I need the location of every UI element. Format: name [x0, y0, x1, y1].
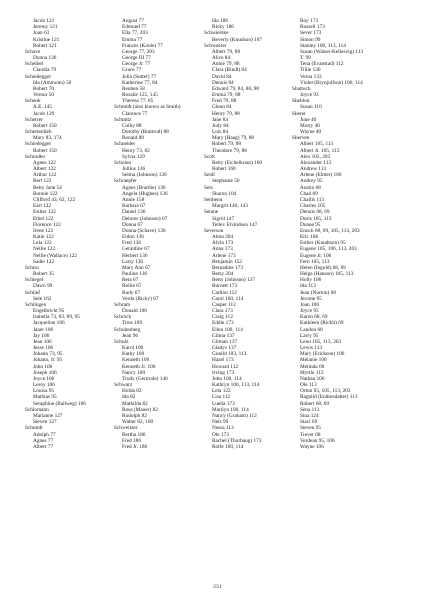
index-entry: Dorothy (Brattrud) 88: [122, 129, 169, 136]
index-entry: Sina 124: [300, 413, 319, 419]
index-entry: Roy 173: [300, 18, 319, 24]
index-entry: Glenn 84: [212, 104, 232, 111]
index-entry: Reuben 58: [122, 85, 145, 92]
index-entry: Lela 122: [33, 240, 52, 247]
index-entry: Stephanie 50: [212, 178, 240, 185]
index-entry: Violet (Brynjulfson) 100, 114: [300, 79, 363, 86]
index-entry: Betty Jane 54: [33, 184, 62, 191]
index-entry: Robert 79, 88: [212, 141, 241, 148]
index-entry: Verda (Ricky) 67: [122, 295, 159, 302]
index-entry: Jacqueline 106: [33, 320, 65, 327]
index-entry: Fern 105, 113: [300, 258, 330, 265]
index-entry: Luella 173: [212, 400, 235, 407]
index-entry: Burnett 173: [212, 283, 238, 290]
index-entry: Irving 173: [212, 369, 235, 376]
index-entry: Jerome 95: [300, 295, 322, 302]
index-entry: Selma (Johnson) 136: [122, 172, 167, 179]
index-entry: Geraldine 67: [122, 246, 150, 253]
index-entry: Julia (Sutter) 77: [122, 73, 157, 80]
index-entry: Theodore 79, 88: [212, 147, 247, 154]
index-entry: Tillie 130: [300, 67, 321, 74]
index-entry: Marianne 127: [33, 413, 63, 419]
index-entry: Robert 70: [33, 85, 55, 92]
index-surname-heading: Scheibel: [25, 61, 44, 68]
index-surname-heading: Seidl: [204, 172, 215, 179]
index-entry: Mary (Haag) 79, 88: [212, 135, 255, 142]
index-entry: Rachel (Thorbaug) 173: [212, 437, 262, 444]
index-entry: Bernadine 173: [212, 264, 244, 271]
index-entry: Beverly (Knudson) 107: [212, 36, 263, 43]
index-entry: Karol 100: [122, 345, 144, 352]
index-entry: George Jr. 77: [122, 61, 151, 68]
index-surname-heading: Schmidt: [25, 425, 43, 432]
index-column-3: [204, 18, 304, 450]
index-entry: Bertha 186: [122, 431, 146, 438]
index-entry: Nessa 113: [212, 425, 234, 432]
index-entry: Clara 173: [212, 308, 233, 315]
index-entry: Arlene 173: [212, 252, 236, 259]
index-entry: Kenneth Jr. 100: [122, 363, 156, 370]
index-entry: Rudolph 82: [122, 413, 147, 419]
index-entry: Trudy (Gertrude) 140: [122, 375, 168, 382]
index-surname-heading: Schraepfer: [114, 178, 137, 185]
index-entry: Wayne 40: [300, 129, 322, 136]
index-entry: Joan 63: [33, 30, 50, 37]
index-entry: Leon 105, 113, 203: [300, 338, 342, 345]
index-entry: Sadie 122: [33, 258, 55, 265]
index-surname-heading: Schenk: [25, 98, 41, 105]
index-surname-heading: Seis: [204, 184, 213, 191]
index-entry: Alexander 113: [300, 159, 332, 166]
index-entry: Tellev Elvindson 147: [212, 221, 258, 228]
index-surname-heading: Schlief: [25, 289, 41, 296]
index-surname-heading: Sherer: [292, 110, 306, 117]
index-entry: Jesse 106: [33, 345, 54, 352]
index-entry: Betty (Johnson) 137: [212, 277, 255, 284]
index-entry: Landon 68: [300, 326, 323, 333]
index-entry: Ricky 186: [212, 24, 234, 31]
index-entry: Louisa 95: [33, 388, 55, 395]
index-entry: George III 77: [122, 55, 151, 62]
index-entry: Albert 122: [33, 166, 56, 173]
index-entry: Craig 112: [212, 314, 233, 321]
index-entry: Ida (Ammonn) 50: [33, 79, 72, 86]
index-entry: Ole 113: [300, 382, 317, 389]
index-entry: Irene 122: [33, 227, 54, 234]
index-entry: June 40: [300, 116, 317, 123]
index-entry: Agnes 122: [33, 159, 56, 166]
index-entry: Sever 173: [300, 30, 322, 37]
index-surname-heading: Scott: [204, 153, 215, 160]
index-column-4: [292, 18, 392, 450]
index-surname-heading: Setane: [204, 209, 219, 216]
index-entry: Adolph 77: [33, 431, 56, 438]
index-entry: Ella 77, 203: [122, 30, 148, 37]
index-entry: Joyce 106: [33, 375, 55, 382]
index-entry: Judy 84: [212, 122, 229, 129]
index-column-2: [114, 18, 214, 450]
index-entry: Eldon 136: [122, 234, 144, 241]
index-entry: Mary 83, 174: [33, 135, 62, 142]
index-surname-heading: Schulz: [114, 338, 129, 345]
index-surname-heading: Schiedegger: [25, 141, 52, 148]
index-surname-heading: Schertenlieb: [25, 129, 52, 136]
index-entry: Margrit 140, 143: [212, 203, 248, 210]
index-entry: Alice 84: [212, 55, 231, 62]
index-entry: Rolfe 100, 114: [212, 443, 244, 450]
index-entry: Annie 79, 88: [212, 61, 240, 68]
index-surname-heading: Schlomann: [25, 406, 49, 413]
index-entry: Trever 68: [300, 431, 321, 438]
index-entry: Angela (Hughes) 136: [122, 190, 168, 197]
index-entry: Agnes (Brattlie) 136: [122, 184, 166, 191]
index-entry: Kathleen (Rickli) 69: [300, 320, 344, 327]
index-entry: Dennis 84: [212, 79, 234, 86]
index-entry: Jay 106: [33, 332, 50, 339]
index-surname-heading: Senbenn: [204, 196, 223, 203]
index-entry: Eddie 173: [212, 320, 234, 327]
index-entry: Susan 110: [300, 104, 322, 111]
index-entry: Jane 84: [212, 116, 229, 123]
index-entry: Jeremy 121: [33, 24, 58, 31]
index-entry: Rosalie 125, 145: [122, 92, 158, 99]
index-entry: Jacob 121: [33, 18, 55, 24]
index-entry: Mary (Erickson) 106: [300, 351, 345, 358]
index-entry: Ragnild (Endresdatter) 113: [300, 394, 358, 401]
index-entry: Sylvia 129: [122, 153, 145, 160]
index-entry: Donna (Schave) 136: [122, 227, 166, 234]
index-entry: Nathan 106: [300, 375, 325, 382]
index-entry: Leroy 106: [33, 382, 55, 389]
index-surname-heading: Schoien: [114, 159, 132, 166]
index-entry: Reta 67: [122, 277, 139, 284]
index-entry: Sigrid 147: [212, 215, 235, 222]
index-surname-heading: Schlegel: [25, 277, 44, 284]
index-entry: Challis 113: [300, 196, 325, 203]
index-entry: Jacob 129: [33, 110, 55, 117]
index-entry: T. 99: [300, 55, 311, 62]
index-entry: Ronald 88: [122, 135, 144, 142]
index-entry: Kathryn 100, 113, 114: [212, 382, 260, 389]
index-entry: Larry 136: [122, 258, 144, 265]
index-surname-heading: Schlingen: [25, 301, 47, 308]
index-surname-heading: Schwarz: [114, 382, 133, 389]
index-entry: Howard 112: [212, 363, 239, 370]
index-entry: Helga (Hanson) 105, 113: [300, 271, 354, 278]
index-entry: Melanie 106: [300, 357, 327, 364]
index-surname-heading: Schrock: [114, 314, 132, 321]
index-entry: Gladys 137: [212, 345, 237, 352]
index-entry: Kristine 121: [33, 36, 60, 43]
index-entry: Jean (Norton) 68: [300, 289, 336, 296]
index-surname-heading: Schneider: [114, 141, 136, 148]
index-entry: Albert 79, 88: [212, 48, 241, 55]
index-entry: Joseph 106: [33, 369, 57, 376]
index-entry: Steven 95: [300, 425, 322, 432]
index-entry: Arthur 122: [33, 172, 57, 179]
index-entry: Rollie 67: [122, 283, 142, 290]
index-surname-heading: Schweitzer: [114, 425, 138, 432]
index-entry: Ida 113: [300, 283, 316, 290]
index-surname-heading: Schave: [25, 48, 41, 55]
index-entry: Edmund 77: [122, 24, 147, 31]
index-entry: Daniel 136: [122, 209, 146, 216]
index-entry: Florence 122: [33, 221, 61, 228]
index-entry: Donna 67: [122, 221, 143, 228]
index-entry: Lois 84: [212, 129, 229, 136]
index-entry: Robert 121: [33, 42, 57, 49]
index-entry: Benjamin 152: [212, 258, 242, 265]
index-entry: Sharon 104: [212, 190, 237, 197]
index-entry: Emma 77: [122, 36, 143, 43]
index-entry: Verna 133: [300, 73, 322, 80]
index-entry: Colby 88: [122, 122, 142, 129]
index-entry: Seraphine (Ballweg) 106: [33, 400, 86, 407]
index-entry: Annie 158: [122, 196, 145, 203]
index-entry: Walter 82, 100: [122, 419, 154, 426]
index-entry: Fred Jr. 186: [122, 443, 148, 450]
index-entry: Carlton 112: [212, 289, 237, 296]
index-entry: Russell 173: [300, 24, 325, 31]
index-entry: Robert 160: [212, 166, 236, 173]
index-entry: August 77: [122, 18, 144, 24]
index-entry: Mathilda 82: [122, 400, 148, 407]
index-entry: Betsy 204: [212, 271, 234, 278]
index-entry: Austin 68: [300, 184, 321, 191]
index-entry: Pauline 136: [122, 271, 148, 278]
index-entry: Alma 204: [212, 234, 234, 241]
index-entry: Robert 35: [33, 271, 55, 278]
index-entry: Eugene 105, 106, 113, 203: [300, 246, 357, 253]
index-entry: Donna 136: [33, 55, 57, 62]
index-entry: George 77, 203: [122, 48, 155, 55]
index-entry: Fred 186: [122, 437, 141, 444]
index-entry: Mathias 95: [33, 394, 57, 401]
index-surname-heading: Schmitz: [114, 116, 132, 123]
index-surname-heading: Schindler: [25, 153, 46, 160]
index-entry: Theresa 77, 85: [122, 98, 154, 105]
index-entry: Jean 106: [33, 338, 52, 345]
index-entry: Rosa (Mauer) 82: [122, 406, 158, 413]
index-entry: David 84: [212, 73, 232, 80]
index-entry: Frances (Konle) 77: [122, 42, 163, 49]
index-entry: Holly 106: [300, 277, 322, 284]
index-surname-heading: Shattuch: [292, 85, 311, 92]
index-entry: Earl 122: [33, 203, 52, 210]
index-entry: Fred 79, 88: [212, 98, 237, 105]
index-entry: Robert 150: [33, 122, 57, 129]
index-surname-heading: Schiro: [25, 264, 39, 271]
index-entry: Chad 69: [300, 190, 318, 197]
index-entry: Steven 127: [33, 419, 57, 426]
index-entry: Sena 113: [300, 406, 320, 413]
index-entry: Susan (Walser-Kellesvig) 113: [300, 48, 364, 55]
index-entry: Dennis 68, 69: [300, 209, 330, 216]
index-entry: Albert 105, 113: [300, 141, 334, 148]
index-surname-heading: Sherven: [292, 135, 310, 142]
index-entry: Herbert 136: [122, 252, 148, 259]
index-entry: Betty (Eichelkraut) 160: [212, 159, 263, 166]
index-surname-heading: Schram: [114, 301, 131, 308]
index-surname-heading: Scheidegger: [25, 73, 52, 80]
index-entry: Casper 112: [212, 301, 236, 308]
index-entry: Orton 95, 105, 113, 203: [300, 388, 351, 395]
index-entry: Esther (Knudtson) 95: [300, 240, 346, 247]
index-entry: Delores (Johnson) 67: [122, 215, 168, 222]
index-entry: Lewis 113: [300, 345, 323, 352]
index-entry: Jean 96: [122, 332, 139, 339]
index-entry: Grace 77: [122, 67, 142, 74]
index-entry: Sele 162: [33, 295, 52, 302]
index-entry: Agnes 77: [33, 437, 54, 444]
index-entry: Bonnie 122: [33, 190, 58, 197]
index-entry: Joyce 93: [300, 92, 319, 99]
index-entry: Mary Ann 67: [122, 264, 151, 271]
index-entry: Ellen 100, 114: [212, 326, 243, 333]
index-entry: Larry 95: [300, 332, 319, 339]
index-entry: Anna 173: [212, 246, 233, 253]
index-entry: Robert 150: [33, 147, 57, 154]
index-entry: Fred 136: [122, 240, 141, 247]
index-entry: Hazel 173: [212, 357, 234, 364]
index-entry: Nancy (Graham) 112: [212, 413, 257, 419]
index-entry: Gilman 137: [212, 338, 238, 345]
index-entry: Katherine 77, 84: [122, 79, 158, 86]
index-entry: Henry 79, 88: [212, 110, 240, 117]
index-entry: Eric 106: [300, 234, 319, 241]
index-entry: Nellie (Wallace) 122: [33, 252, 77, 259]
index-entry: Katie 122: [33, 234, 54, 241]
index-entry: Edward 79, 84, 88, 98: [212, 85, 259, 92]
page-number: 231: [213, 584, 222, 590]
index-entry: Clara (Bindl) 84: [212, 67, 247, 74]
index-entry: Albert 77: [33, 443, 54, 450]
index-entry: Albert Jr. 105, 113: [300, 147, 340, 154]
index-entry: Arlene (Elmer) 106: [300, 172, 342, 179]
index-entry: Verdean 95, 106: [300, 437, 335, 444]
index-entry: Alex 105, 203: [300, 153, 331, 160]
index-entry: Clarence 77: [122, 110, 148, 117]
index-entry: Hulda 82: [122, 388, 142, 395]
index-entry: Vernor 50: [33, 92, 55, 99]
index-entry: Doris 105, 113: [300, 215, 332, 222]
index-entry: Rudy 67: [122, 289, 141, 296]
index-surname-heading: Scherrer: [25, 116, 43, 123]
index-entry: Dawn 99: [33, 283, 53, 290]
index-entry: Ida 186: [212, 18, 229, 24]
index-entry: Johann, Jr. 95: [33, 357, 63, 364]
index-surname-heading: Sheldon: [292, 98, 310, 105]
index-entry: John 106: [33, 363, 53, 370]
index-entry: Tena (Evanstad) 112: [300, 61, 344, 68]
index-entry: Ida 82: [122, 394, 136, 401]
index-entry: Morty 40: [300, 122, 320, 129]
index-entry: Robert 68, 69: [300, 400, 329, 407]
index-entry: Janet 106: [33, 326, 54, 333]
index-entry: Enoch 68, 69, 105, 113, 203: [300, 227, 360, 234]
index-entry: Donald 106: [122, 308, 147, 315]
index-entry: Duane 95: [300, 221, 321, 228]
index-entry: Jullius 136: [122, 166, 146, 173]
index-entry: Claudia 79: [33, 67, 57, 74]
index-entry: Wayne 106: [300, 443, 324, 450]
index-entry: Clifford 43, 62, 122: [33, 196, 76, 203]
index-entry: Nels 99: [212, 419, 229, 426]
index-entry: Engelbricht 95: [33, 308, 65, 315]
index-surname-heading: Schmidt (also known as Smith): [114, 104, 181, 111]
index-surname-heading: Severson: [204, 227, 224, 234]
index-entry: Barbara 67: [122, 203, 146, 210]
index-entry: Karen 68, 69: [300, 314, 328, 321]
index-surname-heading: Schwoerer: [204, 42, 227, 49]
index-entry: Melinda 68: [300, 363, 325, 370]
index-entry: Lisa 112: [212, 394, 231, 401]
index-entry: Alvin 173: [212, 240, 234, 247]
index-surname-heading: Schwierske: [204, 30, 229, 37]
index-entry: Johann 73, 95: [33, 351, 63, 358]
index-entry: Joan 106: [300, 301, 319, 308]
index-entry: Emma 79, 88: [212, 92, 241, 99]
index-entry: Marilyn 100, 114: [212, 406, 249, 413]
index-entry: Nancy 100: [122, 369, 146, 376]
index-entry: Lela 122: [212, 388, 231, 395]
index-entry: Nellie 122: [33, 246, 56, 253]
index-entry: Staci 69: [300, 419, 318, 426]
index-entry: Helen (Ingold) 68, 69: [300, 264, 346, 271]
index-entry: Myrtle 113: [300, 369, 324, 376]
index-entry: Charles 105: [300, 203, 326, 210]
index-entry: Gunild 103, 113: [212, 351, 247, 358]
index-column-1: [25, 18, 125, 450]
index-entry: Isabella 73, 83, 89, 95: [33, 314, 80, 321]
index-entry: Titus 109: [122, 320, 142, 327]
index-entry: Kenneth 100: [122, 357, 150, 364]
index-entry: Eugene Jr. 106: [300, 252, 332, 259]
index-entry: Ethel 122: [33, 215, 54, 222]
index-entry: Gilma 137: [212, 332, 235, 339]
index-entry: Andrew 113: [300, 166, 327, 173]
index-entry: Joyce 95: [300, 308, 319, 315]
index-entry: Esther 122: [33, 209, 56, 216]
index-entry: A.E. 145: [33, 104, 52, 111]
index-surname-heading: Schulenberg: [114, 326, 141, 333]
index-entry: Stanley 100, 113, 114: [300, 42, 346, 49]
index-entry: Simon 99: [300, 36, 321, 43]
index-entry: Ole 173: [212, 431, 229, 438]
index-entry: Carol 100, 114: [212, 295, 244, 302]
index-entry: Henry 73, 82: [122, 147, 150, 154]
index-entry: Audrey 95: [300, 178, 323, 185]
index-entry: Bert 122: [33, 178, 52, 185]
index-entry: John 100, 114: [212, 375, 242, 382]
index-entry: Kathy 100: [122, 351, 145, 358]
